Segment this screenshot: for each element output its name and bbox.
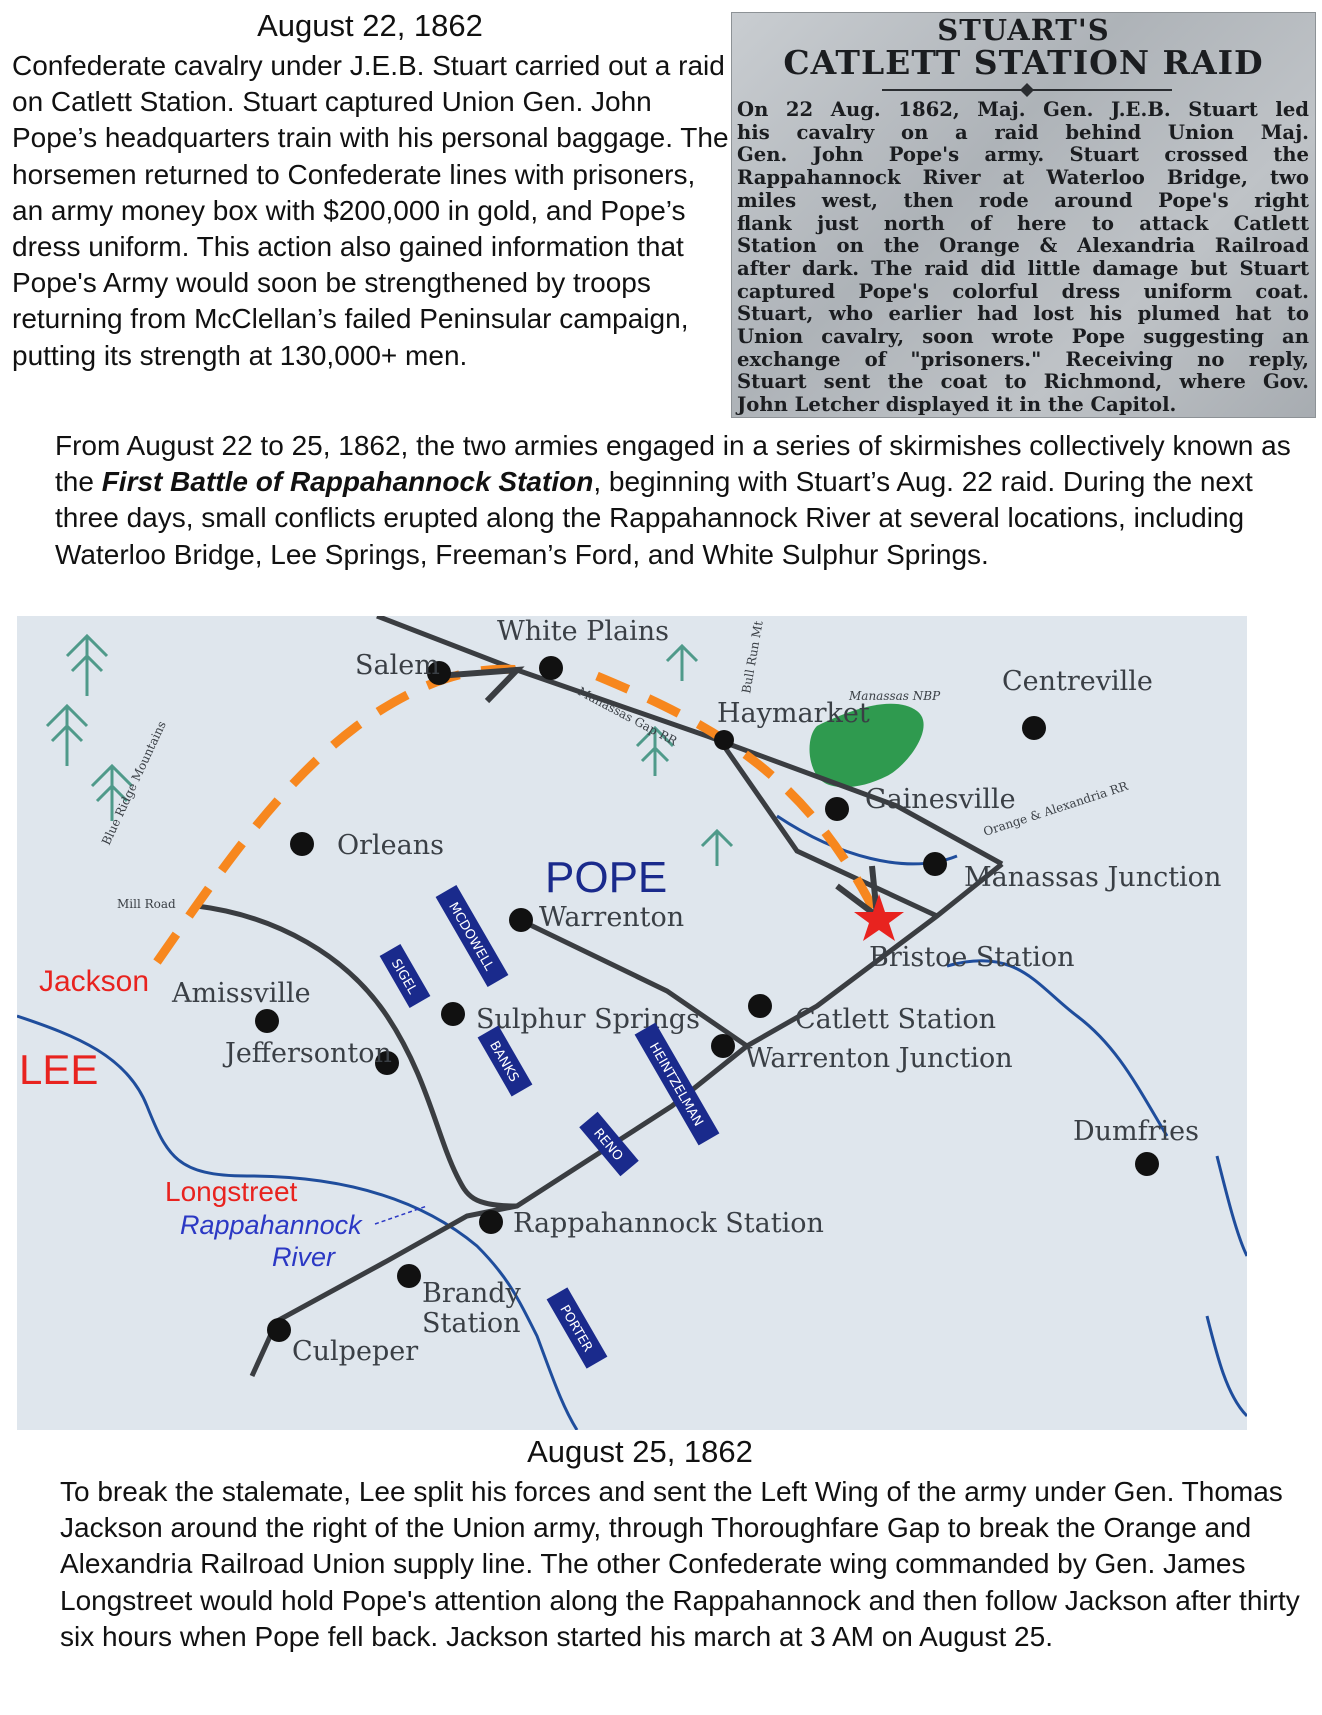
intro-date: August 22, 1862 [257, 8, 483, 43]
label-dumfries: Dumfries [1073, 1116, 1200, 1147]
marker-line: exchange of "prisoners." Receiving no reply, [737, 347, 1309, 371]
label-warrenton: Warrenton [539, 902, 685, 933]
label-pope: POPE [545, 853, 668, 902]
outcome-paragraph [60, 1474, 1300, 1655]
badge-heintzelman: HEINTZELMAN [645, 1040, 706, 1130]
label-sulphur-springs: Sulphur Springs [476, 1004, 700, 1035]
badge-porter: PORTER [556, 1302, 596, 1355]
battle-paragraph [55, 428, 1295, 573]
label-catlett-station: Catlett Station [795, 1004, 997, 1035]
badge-reno: RENO [590, 1125, 626, 1165]
outcome-date: August 25, 1862 [527, 1434, 753, 1469]
label-orleans: Orleans [337, 830, 444, 861]
marker-line: Station on the Orange & Alexandria Railroad [737, 234, 1309, 258]
marker-line: his cavalry on a raid behind Union Maj. [737, 120, 1309, 144]
marker-line: after dark. The raid did little damage but Stuart [737, 256, 1309, 280]
label-mill-road: Mill Road [117, 897, 176, 911]
label-longstreet: Longstreet [165, 1176, 298, 1207]
marker-line: Stuart, who earlier had lost his plumed hat to [737, 302, 1309, 326]
label-blue-ridge: Blue Ridge Mountains [99, 718, 169, 848]
label-jeffersonton: Jeffersonton [225, 1038, 392, 1069]
marker-line: On 22 Aug. 1862, Maj. Gen. J.E.B. Stuart led [737, 98, 1309, 121]
battle-text-after: , beginning with Stuart’s Aug. 22 raid. During the next three days, small conflicts erupted along the Rappahannock River at several locations, including Waterloo Bridge, Lee Springs, Freeman’s Ford, and White Sulphur Springs. [55, 466, 1253, 570]
marker-line: Gen. John Pope's army. Stuart crossed the [737, 143, 1309, 167]
label-orange-alexandria-rr: Orange & Alexandria RR [981, 778, 1130, 839]
label-bull-run: Bull Run Mt [739, 619, 766, 695]
marker-line: miles west, then rode around Pope's right [737, 188, 1309, 212]
badge-mcdowell: MCDOWELL [445, 900, 497, 974]
outcome-text: To break the stalemate, Lee split his forces and sent the Left Wing of the army under Gen. Thomas Jackson around the right of the Union army, through Thoroughfare Gap to break the Orange and Alexandria Railroad Union supply line. The other Confederate wing commanded by Gen. James Longstreet would hold Pope's attention along the Rappahannock and then follow Jackson after thirty six hours when Pope fell back. Jackson started his march at 3 AM on August 25. [60, 1476, 1300, 1652]
badge-sigel: SIGEL [387, 956, 420, 997]
label-gainesville: Gainesville [865, 784, 1016, 815]
label-white-plains: White Plains [497, 616, 669, 647]
label-warrenton-junction: Warrenton Junction [745, 1043, 1013, 1074]
label-rappahannock-station: Rappahannock Station [513, 1208, 824, 1239]
label-culpeper: Culpeper [292, 1336, 419, 1367]
label-centreville: Centreville [1002, 666, 1153, 697]
label-manassas-nbp: Manassas NBP [849, 689, 941, 703]
marker-line: captured Pope's colorful dress uniform coat. [737, 279, 1309, 303]
marker-title-line2: CATLETT STATION RAID [783, 43, 1264, 82]
marker-line: Stuart sent the coat to Richmond, where Gov. [737, 370, 1309, 394]
historical-marker-image [731, 12, 1316, 418]
label-rappahannock: Rappahannock [180, 1210, 362, 1240]
label-brandy: Brandy [422, 1278, 521, 1309]
marker-title-line1: STUART'S [937, 13, 1110, 47]
intro-text: Confederate cavalry under J.E.B. Stuart carried out a raid on Catlett Station. Stuart captured Union Gen. John Pope’s headquarters train with his personal baggage. The horsemen returned to Confederate lines with prisoners, an army money box with $200,000 in gold, and Pope’s dress uniform. This action also gained information that Pope's Army would soon be strengthened by troops returning from McClellan’s failed Peninsular campaign, putting its strength at 130,000+ men. [12, 50, 729, 371]
label-amissville: Amissville [172, 978, 311, 1009]
label-bristoe-station: Bristoe Station [869, 942, 1075, 973]
marker-divider-icon [882, 83, 1172, 97]
battle-name: First Battle of Rappahannock Station [101, 466, 594, 498]
label-jackson: Jackson [39, 965, 150, 998]
label-salem: Salem [355, 650, 440, 681]
marker-line: Rappahannock River at Waterloo Bridge, two [737, 166, 1309, 190]
label-haymarket: Haymarket [717, 698, 870, 729]
label-manassas-gap-rr: Manassas Gap RR [575, 684, 680, 749]
marker-line: flank just north of here to attack Catlett [737, 211, 1309, 235]
badge-banks: BANKS [486, 1038, 522, 1085]
battle-text-before: From August 22 to 25, 1862, the two armies engaged in a series of skirmishes collectively known as the [55, 430, 1291, 498]
campaign-map [17, 616, 1247, 1430]
label-brandy-station: Station [422, 1308, 521, 1339]
marker-body [737, 99, 1309, 417]
label-lee: LEE [19, 1046, 99, 1093]
intro-paragraph [12, 48, 732, 374]
label-river: River [272, 1242, 336, 1272]
marker-line: John Letcher displayed it in the Capitol. [737, 393, 1177, 417]
marker-line: Union cavalry, soon wrote Pope suggesting an [737, 325, 1309, 349]
label-manassas-junction: Manassas Junction [964, 862, 1222, 893]
